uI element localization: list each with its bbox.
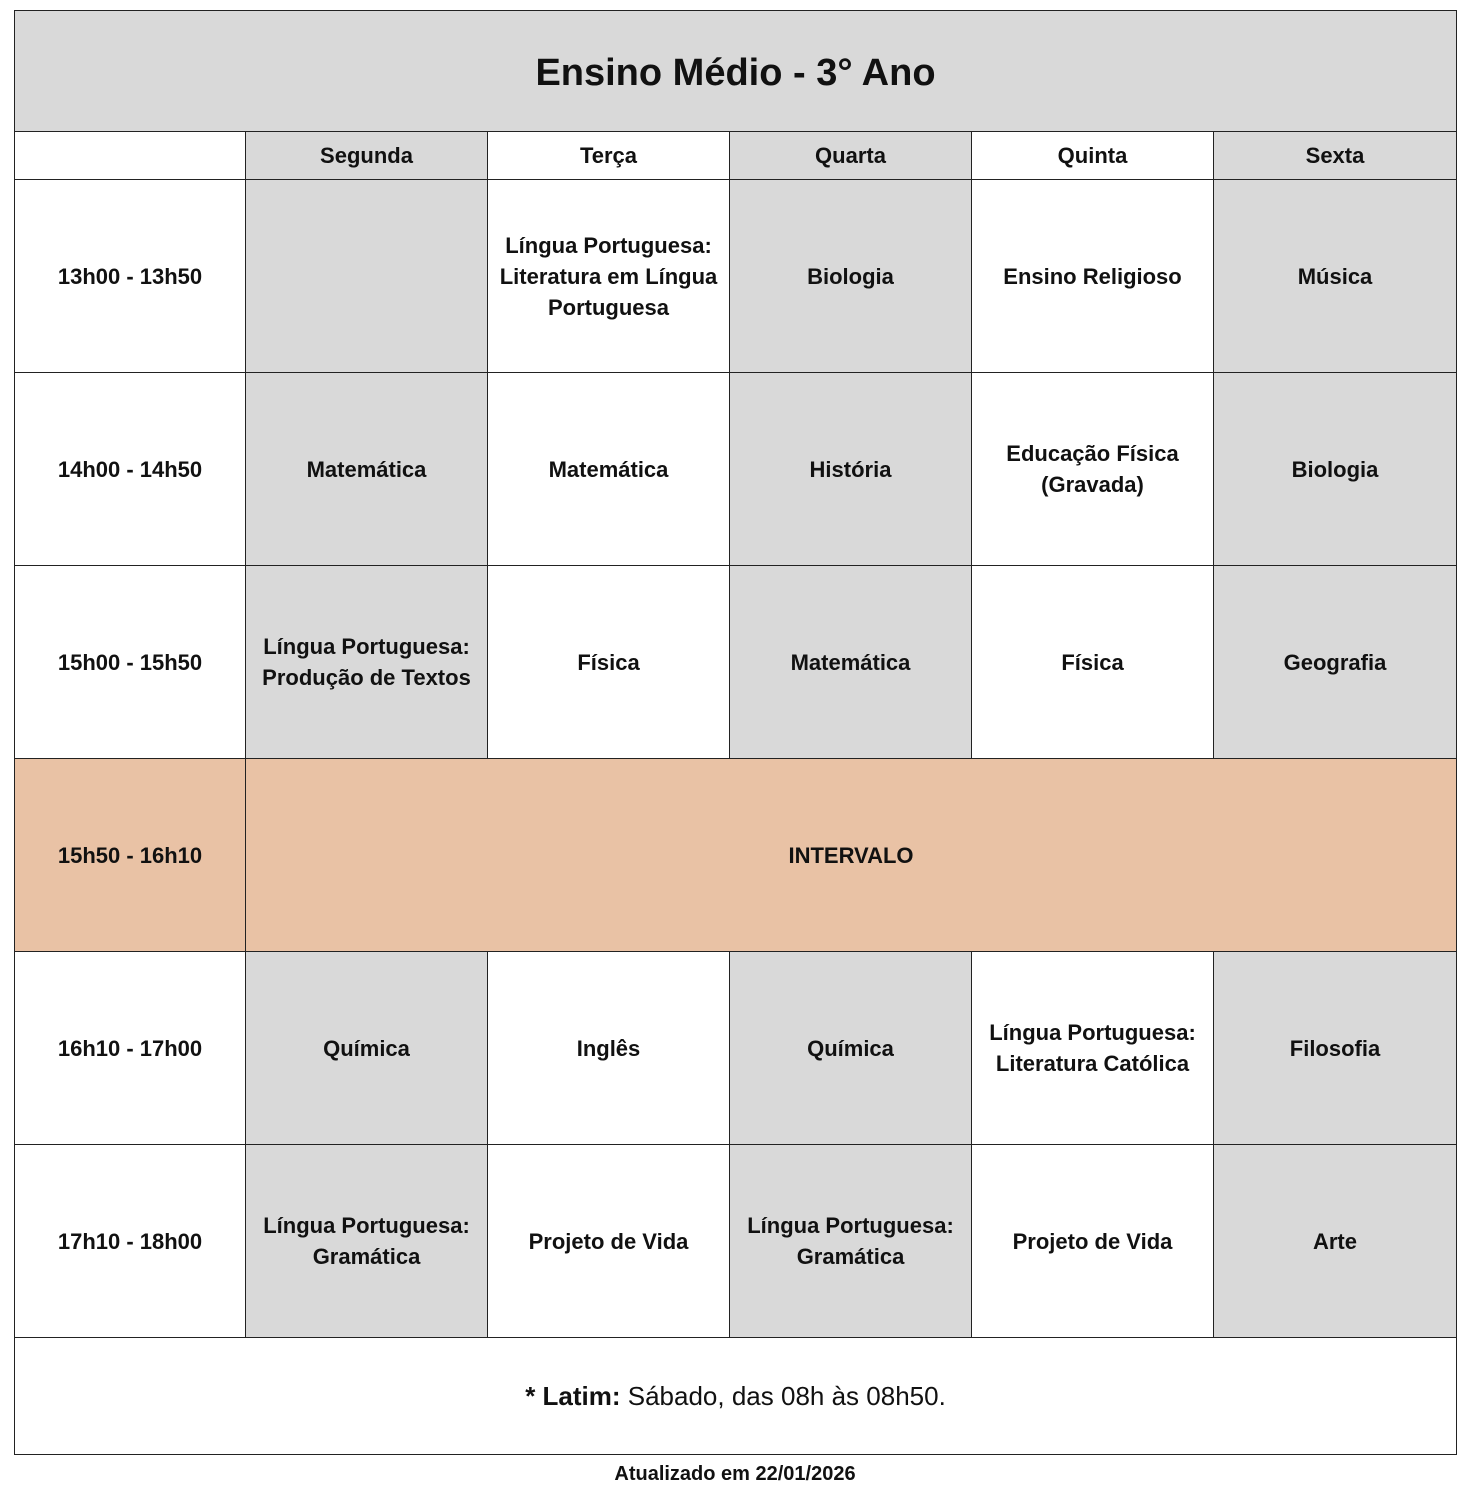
- class-cell: Língua Portuguesa: Literatura Católica: [972, 952, 1214, 1145]
- time-cell: 15h00 - 15h50: [15, 566, 246, 759]
- class-cell: Língua Portuguesa: Produção de Textos: [246, 566, 488, 759]
- class-cell: Matemática: [246, 373, 488, 566]
- class-cell: Língua Portuguesa: Literatura em Língua Portuguesa: [488, 180, 730, 373]
- class-cell: Projeto de Vida: [972, 1145, 1214, 1338]
- table-row: [15, 566, 1457, 759]
- page-title: Ensino Médio - 3° Ano: [15, 11, 1457, 132]
- class-cell: Projeto de Vida: [488, 1145, 730, 1338]
- footnote-row: [15, 1338, 1457, 1455]
- class-cell: Biologia: [730, 180, 972, 373]
- header-row: [15, 132, 1457, 180]
- break-row: [15, 759, 1457, 952]
- table-row: [15, 180, 1457, 373]
- table-row: [15, 952, 1457, 1145]
- class-cell: Biologia: [1214, 373, 1457, 566]
- time-cell: 17h10 - 18h00: [15, 1145, 246, 1338]
- time-cell: 14h00 - 14h50: [15, 373, 246, 566]
- class-cell: Educação Física (Gravada): [972, 373, 1214, 566]
- time-cell: 13h00 - 13h50: [15, 180, 246, 373]
- schedule-table: [14, 10, 1457, 1455]
- class-cell: Ensino Religioso: [972, 180, 1214, 373]
- class-cell: Arte: [1214, 1145, 1457, 1338]
- header-day: Segunda: [246, 132, 488, 180]
- class-cell: História: [730, 373, 972, 566]
- table-row: [15, 373, 1457, 566]
- footnote: [15, 1338, 1457, 1455]
- footnote-text: Sábado, das 08h às 08h50.: [620, 1380, 946, 1411]
- table-row: [15, 1145, 1457, 1338]
- header-day: Quarta: [730, 132, 972, 180]
- time-cell: 15h50 - 16h10: [15, 759, 246, 952]
- class-cell: Filosofia: [1214, 952, 1457, 1145]
- class-cell: Matemática: [730, 566, 972, 759]
- footnote-prefix: *: [525, 1380, 543, 1411]
- footnote-label: Latim:: [542, 1380, 621, 1411]
- class-cell: Inglês: [488, 952, 730, 1145]
- class-cell: Matemática: [488, 373, 730, 566]
- class-cell: Música: [1214, 180, 1457, 373]
- header-corner: [15, 132, 246, 180]
- time-cell: 16h10 - 17h00: [15, 952, 246, 1145]
- class-cell: [246, 180, 488, 373]
- header-day: Quinta: [972, 132, 1214, 180]
- title-row: [15, 11, 1457, 132]
- header-day: Sexta: [1214, 132, 1457, 180]
- updated-date: Atualizado em 22/01/2026: [614, 1463, 856, 1485]
- header-day: Terça: [488, 132, 730, 180]
- class-cell: Química: [730, 952, 972, 1145]
- class-cell: Física: [488, 566, 730, 759]
- class-cell: Língua Portuguesa: Gramática: [246, 1145, 488, 1338]
- class-cell: Física: [972, 566, 1214, 759]
- class-cell: Química: [246, 952, 488, 1145]
- class-cell: Língua Portuguesa: Gramática: [730, 1145, 972, 1338]
- class-cell: Geografia: [1214, 566, 1457, 759]
- break-label: INTERVALO: [246, 759, 1457, 952]
